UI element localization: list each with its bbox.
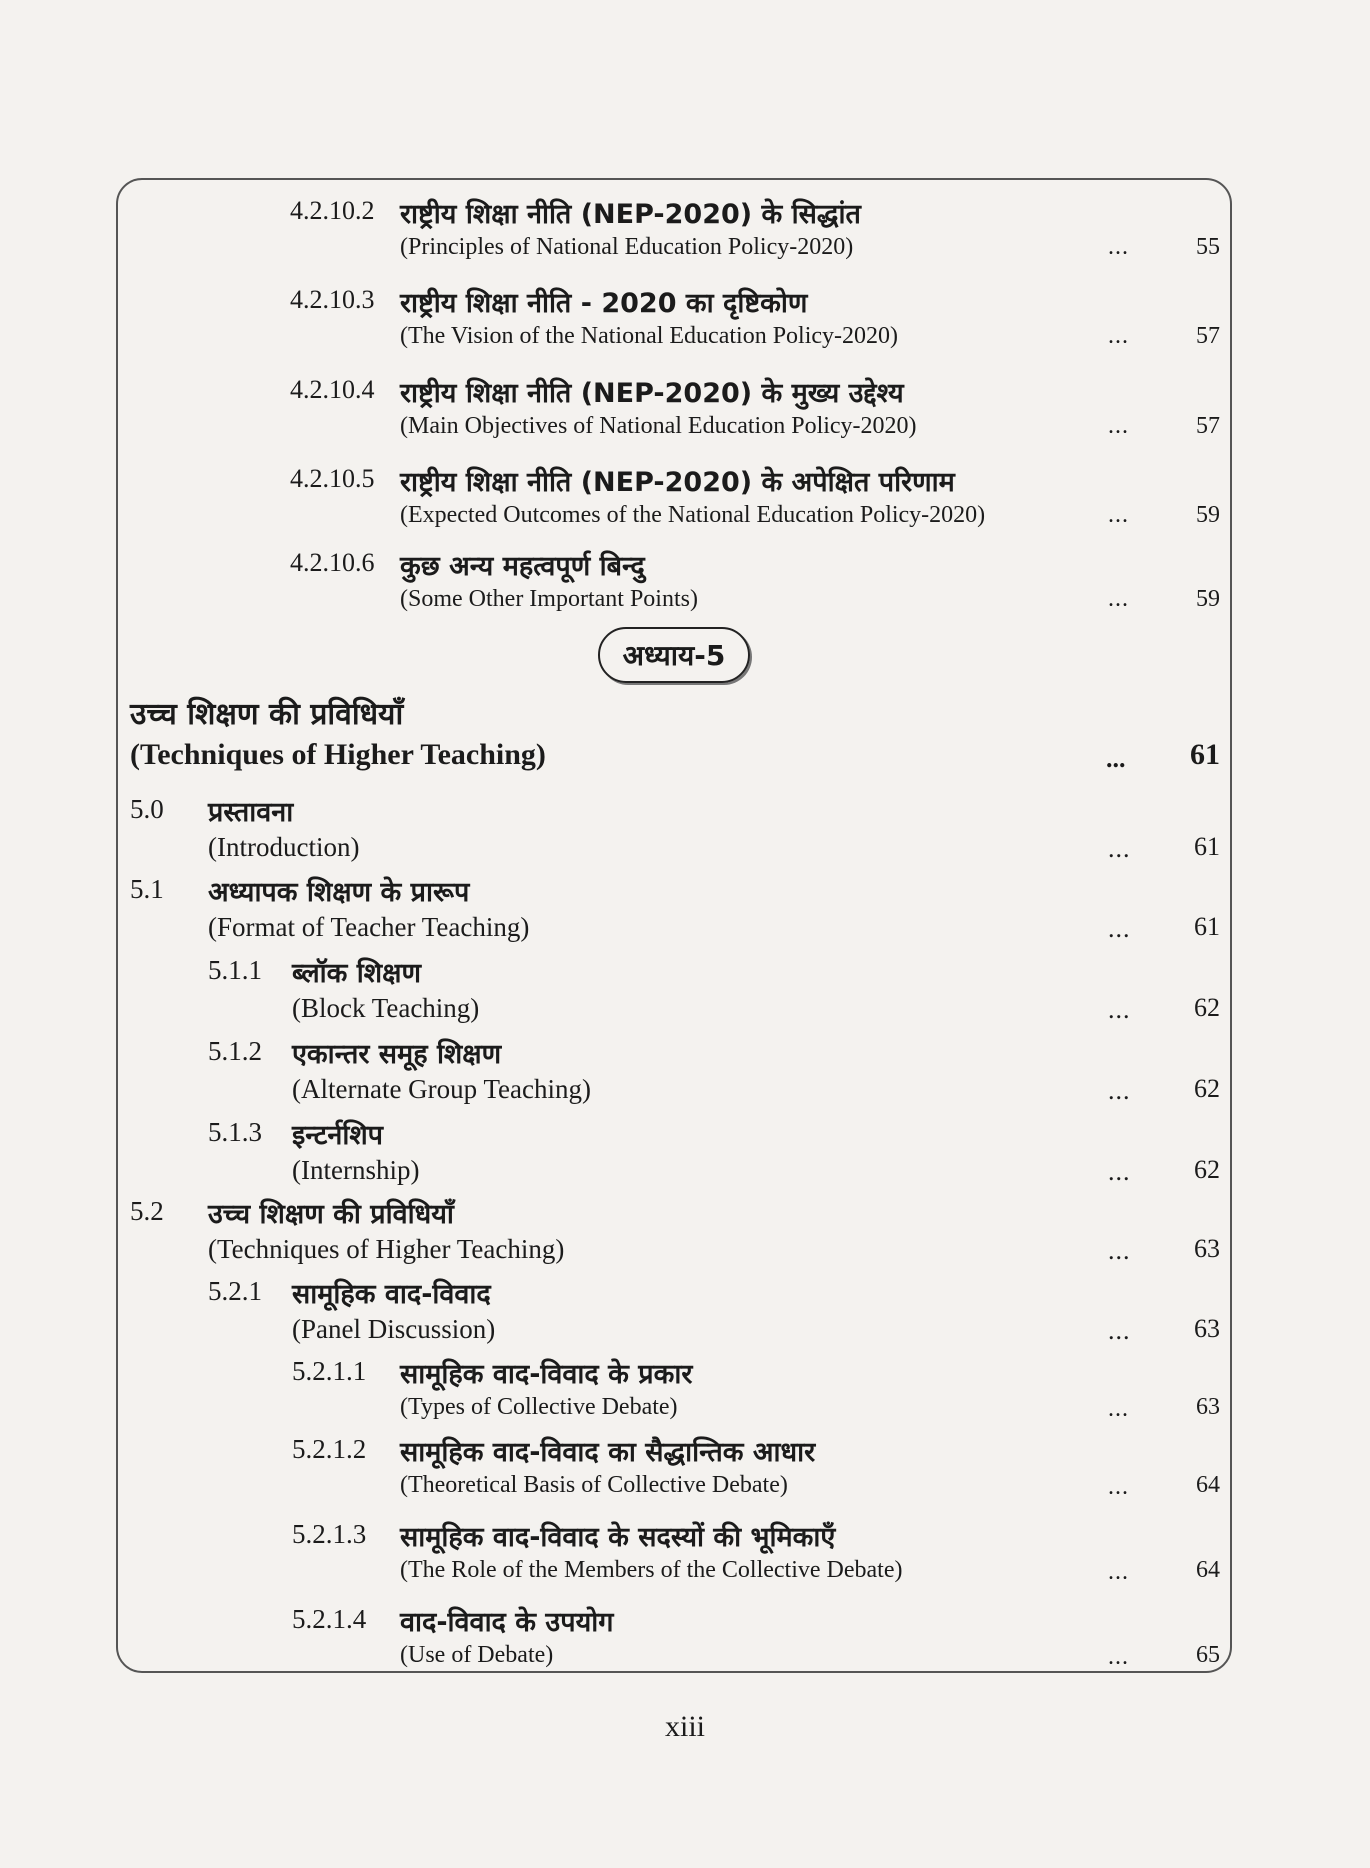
entry-title-english: (Alternate Group Teaching) <box>292 1074 591 1104</box>
chapter-leader-dots: ... <box>1106 744 1126 773</box>
entry-number: 5.2 <box>130 1196 164 1226</box>
leader-dots: ... <box>1108 1559 1129 1585</box>
leader-dots: ... <box>1108 1157 1131 1186</box>
page-number: 57 <box>1196 323 1220 349</box>
entry-title-english: (Internship) <box>292 1155 420 1185</box>
entry-number: 5.2.1.1 <box>292 1356 367 1386</box>
entry-title-hindi: एकान्तर समूह शिक्षण <box>292 1039 502 1070</box>
entry-number: 5.1 <box>130 874 164 904</box>
entry-title-english: (Types of Collective Debate) <box>400 1394 678 1420</box>
chapter-badge: अध्याय-5 <box>598 627 750 683</box>
leader-dots: ... <box>1108 914 1131 943</box>
leader-dots: ... <box>1108 995 1131 1024</box>
entry-title-english: (The Vision of the National Education Policy-2020) <box>400 323 899 349</box>
entry-title-hindi: सामूहिक वाद-विवाद के प्रकार <box>400 1359 693 1390</box>
entry-title-hindi: अध्यापक शिक्षण के प्रारूप <box>208 877 470 908</box>
leader-dots: ... <box>1108 234 1129 260</box>
entry-title-hindi: वाद-विवाद के उपयोग <box>400 1607 614 1638</box>
page-number: 55 <box>1196 234 1220 260</box>
entry-number: 4.2.10.4 <box>290 375 375 404</box>
entry-title-hindi: राष्ट्रीय शिक्षा नीति (NEP-2020) के मुख्य उद्देश्य <box>400 378 904 409</box>
leader-dots: ... <box>1108 413 1129 439</box>
entry-title-hindi: प्रस्तावना <box>208 797 294 828</box>
page-number: 59 <box>1196 502 1220 528</box>
entry-title-hindi: सामूहिक वाद-विवाद के सदस्यों की भूमिकाएँ <box>400 1522 836 1553</box>
leader-dots: ... <box>1108 1644 1129 1670</box>
page-number: 57 <box>1196 413 1220 439</box>
page-number: 63 <box>1196 1394 1220 1420</box>
entry-number: 5.2.1.3 <box>292 1519 367 1549</box>
leader-dots: ... <box>1108 1236 1131 1265</box>
page-number: 64 <box>1196 1557 1220 1583</box>
entry-title-hindi: उच्च शिक्षण की प्रविधियाँ <box>208 1199 454 1230</box>
entry-title-english: (Principles of National Education Policy-2020) <box>400 234 854 260</box>
entry-title-english: (Some Other Important Points) <box>400 586 698 612</box>
entry-title-english: (Panel Discussion) <box>292 1314 496 1344</box>
chapter-title-hindi: उच्च शिक्षण की प्रविधियाँ <box>130 697 404 732</box>
entry-title-hindi: राष्ट्रीय शिक्षा नीति (NEP-2020) के सिद्धांत <box>400 199 861 230</box>
page-number: 64 <box>1196 1472 1220 1498</box>
leader-dots: ... <box>1108 834 1131 863</box>
page-number: 61 <box>1194 832 1220 861</box>
entry-number: 5.1.1 <box>208 955 262 985</box>
entry-title-hindi: राष्ट्रीय शिक्षा नीति - 2020 का दृष्टिकोण <box>400 288 808 319</box>
leader-dots: ... <box>1108 502 1129 528</box>
entry-title-english: (Format of Teacher Teaching) <box>208 912 530 942</box>
page-number: 59 <box>1196 586 1220 612</box>
entry-title-hindi: ब्लॉक शिक्षण <box>292 958 422 989</box>
leader-dots: ... <box>1108 586 1129 612</box>
page-folio: xiii <box>664 1710 705 1743</box>
entry-title-english: (The Role of the Members of the Collective Debate) <box>400 1557 903 1583</box>
entry-number: 5.1.2 <box>208 1036 262 1066</box>
entry-number: 4.2.10.5 <box>290 464 375 493</box>
entry-title-english: (Use of Debate) <box>400 1642 554 1668</box>
entry-title-english: (Introduction) <box>208 832 360 862</box>
entry-title-english: (Theoretical Basis of Collective Debate) <box>400 1472 788 1498</box>
entry-number: 4.2.10.6 <box>290 548 375 577</box>
leader-dots: ... <box>1108 1076 1131 1105</box>
entry-number: 5.2.1 <box>208 1276 262 1306</box>
entry-title-hindi: कुछ अन्य महत्वपूर्ण बिन्दु <box>400 551 645 582</box>
entry-title-english: (Block Teaching) <box>292 993 480 1023</box>
page-number: 63 <box>1194 1234 1220 1263</box>
page-number: 65 <box>1196 1642 1220 1668</box>
leader-dots: ... <box>1108 1396 1129 1422</box>
entry-number: 4.2.10.2 <box>290 196 375 225</box>
entry-number: 5.1.3 <box>208 1117 262 1147</box>
page-number: 63 <box>1194 1314 1220 1343</box>
entry-title-english: (Techniques of Higher Teaching) <box>208 1234 565 1264</box>
entry-title-english: (Expected Outcomes of the National Education Policy-2020) <box>400 502 986 528</box>
chapter-page-number: 61 <box>1190 738 1220 771</box>
entry-number: 5.2.1.2 <box>292 1434 367 1464</box>
leader-dots: ... <box>1108 1316 1131 1345</box>
entry-title-hindi: राष्ट्रीय शिक्षा नीति (NEP-2020) के अपेक्षित परिणाम <box>400 467 955 498</box>
entry-number: 4.2.10.3 <box>290 285 375 314</box>
chapter-title-english: (Techniques of Higher Teaching) <box>130 738 546 771</box>
entry-number: 5.0 <box>130 794 164 824</box>
leader-dots: ... <box>1108 1474 1129 1500</box>
leader-dots: ... <box>1108 323 1129 349</box>
entry-title-english: (Main Objectives of National Education Policy-2020) <box>400 413 917 439</box>
entry-title-hindi: सामूहिक वाद-विवाद <box>292 1279 491 1310</box>
entry-title-hindi: सामूहिक वाद-विवाद का सैद्धान्तिक आधार <box>400 1437 816 1468</box>
page-number: 62 <box>1194 1155 1220 1184</box>
page-number: 62 <box>1194 1074 1220 1103</box>
page-number: 61 <box>1194 912 1220 941</box>
entry-title-hindi: इन्टर्नशिप <box>292 1120 384 1151</box>
page-number: 62 <box>1194 993 1220 1022</box>
entry-number: 5.2.1.4 <box>292 1604 367 1634</box>
